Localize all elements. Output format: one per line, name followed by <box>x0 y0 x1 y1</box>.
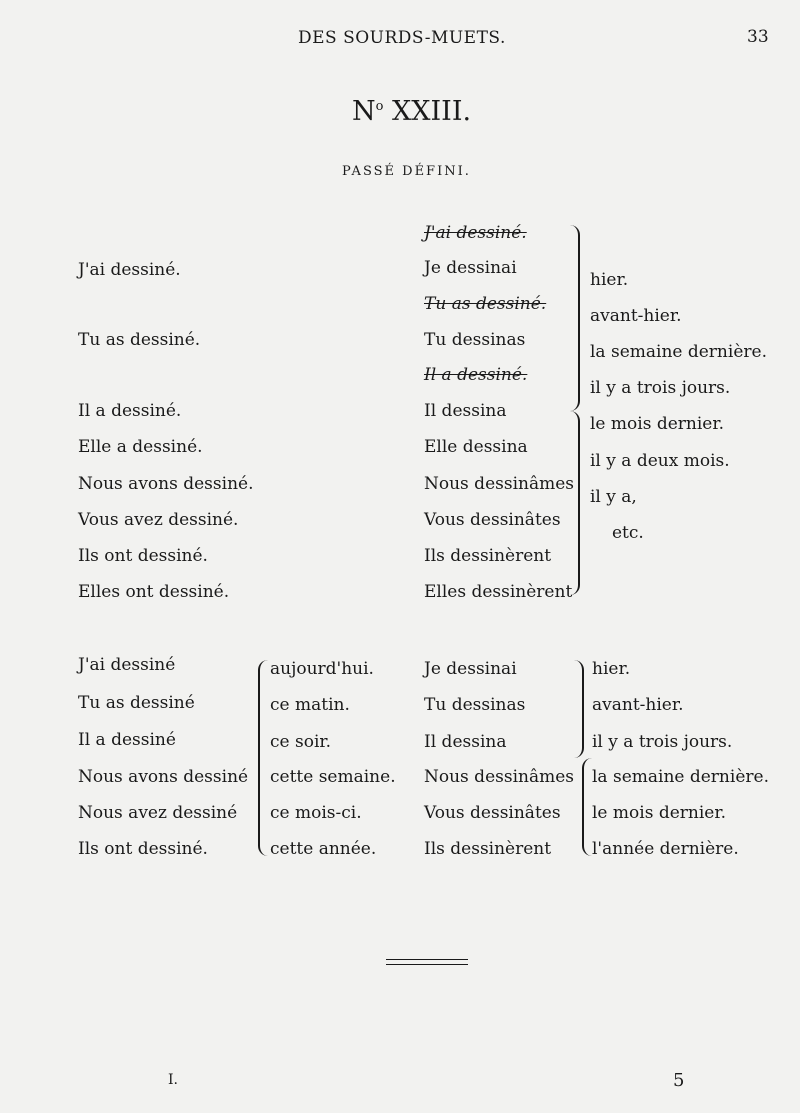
s1-brace-bottom <box>566 411 580 595</box>
s2-time-b3: il y a trois jours. <box>592 732 733 752</box>
s1-simple-2: Tu dessinas <box>424 330 526 350</box>
s1-struck-1: J'ai dessiné. <box>424 223 527 243</box>
s1-compound-5: Nous avons dessiné. <box>78 474 254 494</box>
s2-time-b1: hier. <box>592 659 631 679</box>
s1-compound-8: Elles ont dessiné. <box>78 582 230 602</box>
closing-rule-top <box>386 959 468 960</box>
page-number: 33 <box>747 27 769 47</box>
s1-compound-2: Tu as dessiné. <box>78 330 201 350</box>
s1-brace-top <box>566 225 580 411</box>
s2-time-b4: la semaine dernière. <box>592 767 769 787</box>
s2-simple-3: Il dessina <box>424 732 507 752</box>
s2-brace-left <box>258 660 270 856</box>
s1-simple-8: Elles dessinèrent <box>424 582 573 602</box>
s1-time-4: il y a trois jours. <box>590 378 731 398</box>
s1-compound-1: J'ai dessiné. <box>78 260 181 280</box>
s1-simple-5: Nous dessinâmes <box>424 474 575 494</box>
lesson-title <box>352 96 471 127</box>
s1-time-8: etc. <box>612 523 644 543</box>
s1-time-2: avant-hier. <box>590 306 682 326</box>
s2-compound-6: Ils ont dessiné. <box>78 839 208 859</box>
s2-time-a2: ce matin. <box>270 695 350 715</box>
s1-simple-4: Elle dessina <box>424 437 528 457</box>
s2-simple-4: Nous dessinâmes <box>424 767 575 787</box>
s2-simple-1: Je dessinai <box>424 659 517 679</box>
s2-time-b6: l'année dernière. <box>592 839 739 859</box>
s1-time-3: la semaine dernière. <box>590 342 767 362</box>
s1-time-7: il y a, <box>590 487 637 507</box>
s2-time-a4: cette semaine. <box>270 767 396 787</box>
s1-simple-3: Il dessina <box>424 401 507 421</box>
s1-compound-4: Elle a dessiné. <box>78 437 203 457</box>
s2-simple-2: Tu dessinas <box>424 695 526 715</box>
signature-mark: I. <box>168 1072 178 1088</box>
number-label: N <box>352 96 376 127</box>
s1-simple-1: Je dessinai <box>424 258 517 278</box>
s2-compound-5: Nous avez dessiné <box>78 803 238 823</box>
s1-time-5: le mois dernier. <box>590 414 724 434</box>
number-sup: o <box>375 99 384 114</box>
s1-simple-6: Vous dessinâtes <box>424 510 561 530</box>
s1-compound-7: Ils ont dessiné. <box>78 546 208 566</box>
s1-struck-3: Il a dessiné. <box>424 365 528 385</box>
s2-time-b2: avant-hier. <box>592 695 684 715</box>
s2-compound-2: Tu as dessiné <box>78 693 195 713</box>
s2-compound-4: Nous avons dessiné <box>78 767 249 787</box>
lesson-number: XXIII. <box>392 96 472 127</box>
s2-compound-3: Il a dessiné <box>78 730 176 750</box>
tense-heading: PASSÉ DÉFINI. <box>342 164 471 179</box>
s2-compound-1: J'ai dessiné <box>78 655 176 675</box>
s2-time-a5: ce mois-ci. <box>270 803 362 823</box>
sheet-number: 5 <box>673 1070 685 1091</box>
s2-simple-6: Ils dessinèrent <box>424 839 552 859</box>
s1-compound-6: Vous avez dessiné. <box>78 510 239 530</box>
s2-time-a3: ce soir. <box>270 732 332 752</box>
s2-time-a1: aujourd'hui. <box>270 659 374 679</box>
s1-time-1: hier. <box>590 270 629 290</box>
s2-time-b5: le mois dernier. <box>592 803 726 823</box>
closing-rule-bottom <box>386 964 468 965</box>
s2-brace-right-top <box>572 660 584 758</box>
s2-simple-5: Vous dessinâtes <box>424 803 561 823</box>
s2-time-a6: cette année. <box>270 839 377 859</box>
s1-time-6: il y a deux mois. <box>590 451 730 471</box>
s1-compound-3: Il a dessiné. <box>78 401 182 421</box>
s1-struck-2: Tu as dessiné. <box>424 294 547 314</box>
s1-simple-7: Ils dessinèrent <box>424 546 552 566</box>
running-head: DES SOURDS-MUETS. <box>298 28 506 48</box>
